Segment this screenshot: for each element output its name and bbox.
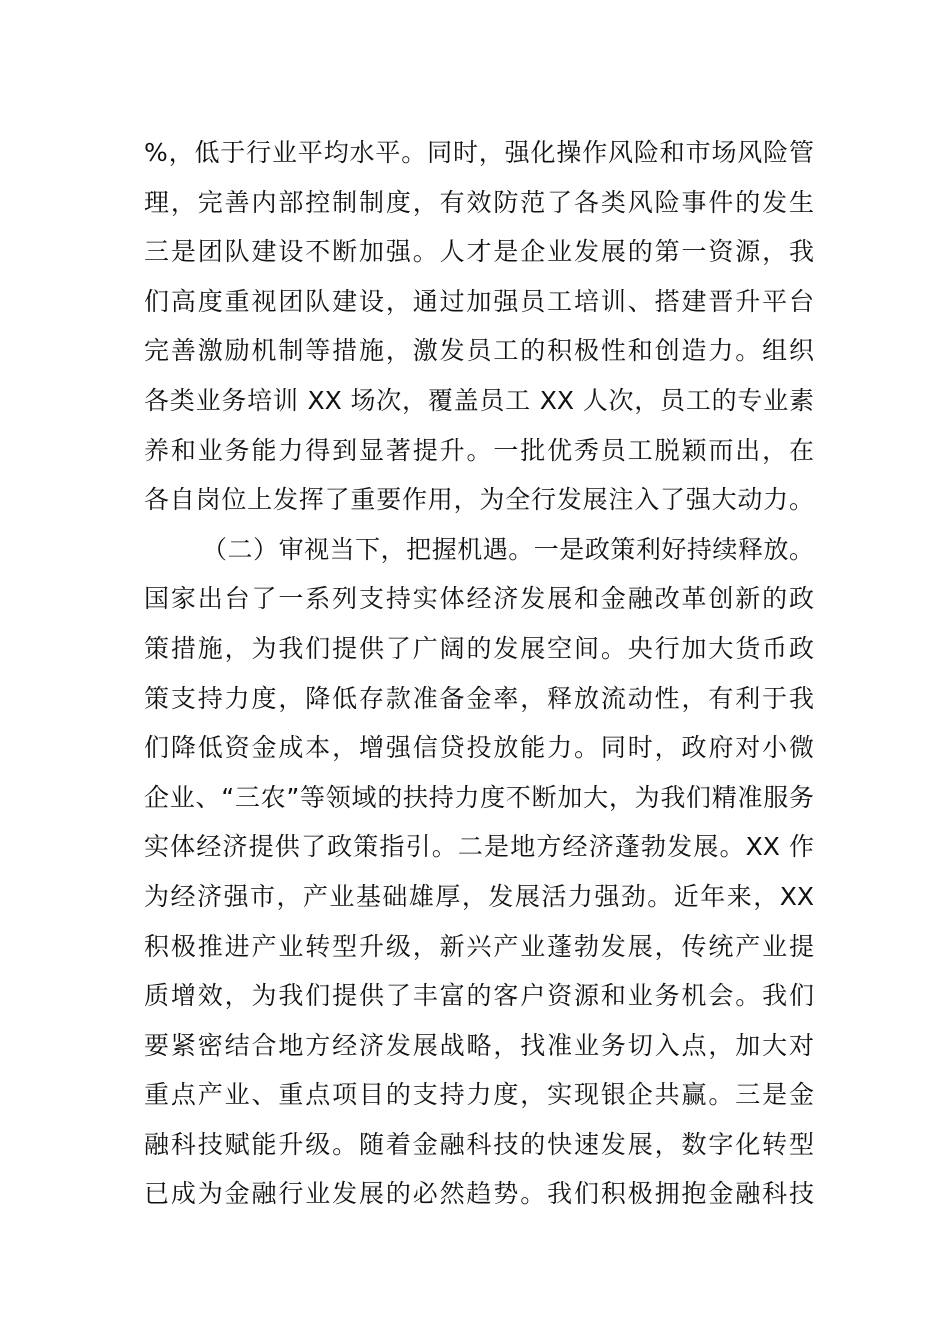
text-line: 融科技赋能升级。随着金融科技的快速发展，数字化转型 [144, 1129, 814, 1159]
text-line: 策支持力度，降低存款准备金率，释放流动性，有利于我 [144, 683, 814, 713]
text-line: 各类业务培训 XX 场次，覆盖员工 XX 人次，员工的专业素 [144, 385, 814, 415]
text-line: 完善激励机制等措施，激发员工的积极性和创造力。组织 [144, 336, 814, 366]
text-line: 已成为金融行业发展的必然趋势。我们积极拥抱金融科技 [144, 1179, 814, 1209]
text-line: 质增效，为我们提供了丰富的客户资源和业务机会。我们 [144, 981, 814, 1011]
text-line: 实体经济提供了政策指引。二是地方经济蓬勃发展。XX 作 [144, 832, 814, 862]
text-line: 重点产业、重点项目的支持力度，实现银企共赢。三是金 [144, 1080, 814, 1110]
text-line: 各自岗位上发挥了重要作用，为全行发展注入了强大动力。 [144, 485, 814, 515]
text-line: 三是团队建设不断加强。人才是企业发展的第一资源，我 [144, 237, 814, 267]
text-line: 们降低资金成本，增强信贷投放能力。同时，政府对小微 [144, 733, 814, 763]
text-line: 要紧密结合地方经济发展战略，找准业务切入点，加大对 [144, 1030, 814, 1060]
text-line: 积极推进产业转型升级，新兴产业蓬勃发展，传统产业提 [144, 931, 814, 961]
text-line: 策措施，为我们提供了广阔的发展空间。央行加大货币政 [144, 633, 814, 663]
text-line: 理，完善内部控制制度，有效防范了各类风险事件的发生 [144, 187, 814, 217]
text-line: 企业、“三农”等领域的扶持力度不断加大，为我们精准服务 [144, 782, 814, 812]
text-line: 国家出台了一系列支持实体经济发展和金融改革创新的政 [144, 584, 814, 614]
text-line: 为经济强市，产业基础雄厚，发展活力强劲。近年来，XX [144, 881, 814, 911]
text-line: 养和业务能力得到显著提升。一批优秀员工脱颖而出，在 [144, 435, 814, 465]
body-text [144, 128, 814, 1219]
text-line: 们高度重视团队建设，通过加强员工培训、搭建晋升平台 [144, 286, 814, 316]
section-heading-line: （二）审视当下，把握机遇。一是政策利好持续释放。 [202, 534, 814, 564]
text-line: %，低于行业平均水平。同时，强化操作风险和市场风险管 [144, 138, 814, 167]
